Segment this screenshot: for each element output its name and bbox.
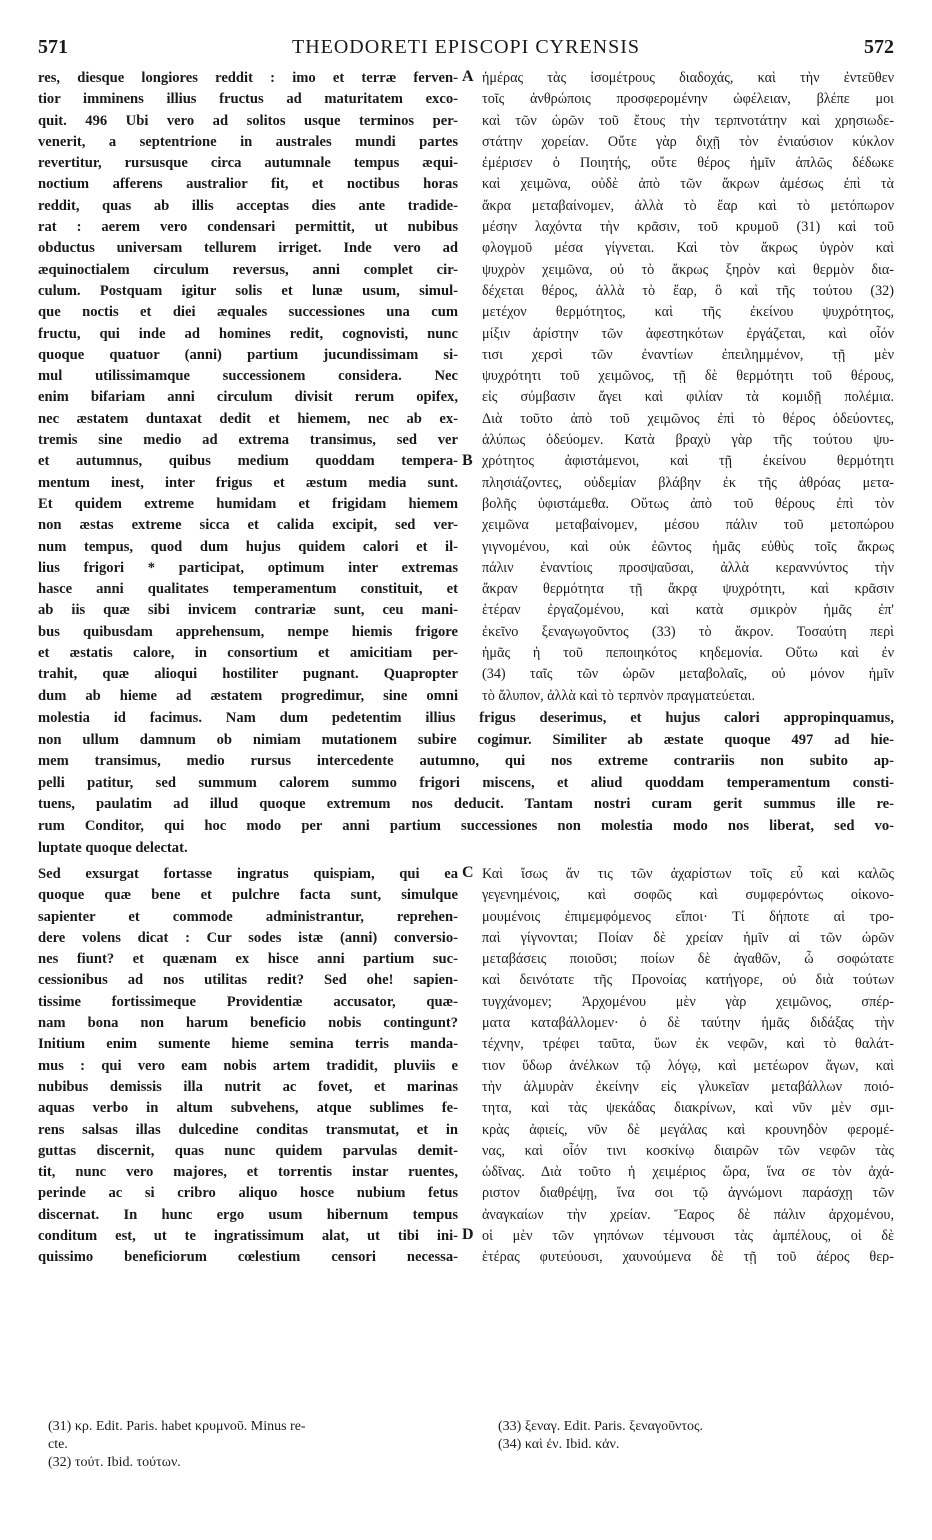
text-line: καὶ χειμῶνα, οὐδὲ ἀπὸ τῶν ἄκρων ἀμέσως ἐπὶ τὰ [482, 176, 894, 193]
text-line: μετέχον θερμότητος, καὶ τῆς ἐκείνου ψυχρότητος, [482, 304, 894, 321]
text-line: ἑτέρας φυτεύουσι, χαυνούμενα δὲ τῇ τοῦ ἀέρος θερ- [482, 1249, 894, 1266]
text-line: et æstatis calore, in consortium et amicitiam per- [38, 645, 458, 662]
text-line: Initium enim sumente hieme semina terris manda- [38, 1036, 458, 1053]
greek-column-bottom [482, 864, 894, 1269]
text-line: dere volens dicat : Cur sodes istæ (anni) conversio- [38, 929, 458, 946]
text-line: Καὶ ἴσως ἄν τις τῶν ἀχαρίστων τοῖς εὖ καὶ καλῶς [482, 866, 894, 882]
text-line: tior imminens illius fructus ad maturitatem exco- [38, 91, 458, 108]
text-line: ἡμέρας τὰς ἰσομέτρους διαδοχάς, καὶ τὴν ἐντεῦθεν [482, 70, 894, 86]
text-line: venerit, a septentrione in australes mundi partes [38, 133, 458, 150]
text-line: χειμῶνα μεταβαίνομεν, μέσου πάλιν τοῦ μετοπώρου [482, 517, 894, 534]
text-line: aquas verbo in altum subvehens, atque sublimes fe- [38, 1100, 458, 1117]
text-line: τιον ὕδωρ ἀνέλκων τῷ λόγῳ, καὶ μετέωρον ἄγων, καὶ [482, 1057, 894, 1074]
text-line: ψυχρὸν χειμῶνα, οὐ τὸ ἄκρως ξηρὸν καὶ θερμὸν δια- [482, 261, 894, 278]
text-line: nes fiunt? et quænam ex hisce anni partium suc- [38, 951, 458, 968]
text-line: mus : qui vero eam nobis artem tradidit, pluviis e [38, 1057, 458, 1074]
text-line: ριστον διαθρέψῃ, ἵνα σοι τῷ ἀγνώμονι παράσχῃ τῶν [482, 1185, 894, 1202]
text-line: fructu, qui inde ad homines redit, cognovisti, nunc [38, 325, 458, 342]
text-line: revertitur, rursusque circa autumnale tempus æqui- [38, 155, 458, 172]
text-line: rat : aerem vero condensari permittit, ut nubibus [38, 219, 458, 236]
text-line: mem transimus, medio rursus intercedente autumno, qui nos extreme contrariis non subito ap- [38, 753, 894, 770]
text-line: νας, καὶ οἷόν τινι κοσκίνῳ διαιρῶν τῶν νεφῶν τὰς [482, 1142, 894, 1159]
text-line: ἑτέραν ἐργαζομένου, καὶ κατὰ σμικρὸν ἡμᾶς ἐπ' [482, 602, 894, 619]
text-line: χρότητος ἀφιστάμενοι, καὶ τῇ ἐκείνου θερμότητι [482, 453, 894, 470]
greek-column-top [482, 68, 894, 707]
text-line: guttas discernit, quas nunc quidem parvulas demit- [38, 1142, 458, 1159]
text-line: στάτην χορείαν. Οὔτε γὰρ διχῇ τὸν ἐνιαύσιον κύκλον [482, 133, 894, 150]
text-line: cessionibus ad nos utilitas redit? Sed ohe! sapien- [38, 972, 458, 989]
footnote: (32) τούτ. Ibid. τούτων. [48, 1455, 181, 1470]
text-line: æquinoctialem circulum reversus, anni complet cir- [38, 261, 458, 278]
text-line: τέχνην, τρέφει ταῦτα, ὕων ἐκ νεφῶν, καὶ τὸ θαλάτ- [482, 1036, 894, 1053]
text-line: φλογμοῦ μέσα γίγνεται. Καὶ τὸν ἄκρως ὑγρὸν καὶ [482, 240, 894, 257]
footnote: (34) καὶ ἐν. Ibid. κἀν. [498, 1437, 620, 1452]
page-number-left: 571 [38, 36, 68, 58]
text-line: ὠδῖνας. Διὰ τοῦτο ἡ χειμέριος ὥρα, ἵνα σε τὸν ἀχά- [482, 1164, 894, 1181]
text-line: γεγενημένοις, καὶ σοφῶς καὶ συμφερόντως οἰκονο- [482, 887, 894, 904]
text-line: ματα καταβάλλομεν· ὁ δὲ ταύτην ἡμᾶς διδάξας τὴν [482, 1015, 894, 1032]
text-line: Et quidem extreme humidam et frigidam hiemem [38, 495, 458, 512]
text-line: sapienter et commode administrantur, reprehen- [38, 908, 458, 925]
text-line: ψυχρότητι τοῦ χειμῶνος, τῇ δὲ θερμότητι τοῦ θέρους, [482, 368, 894, 385]
text-line: obductus universam tellurem irriget. Inde vero ad [38, 240, 458, 257]
footnote: cte. [48, 1437, 68, 1452]
footnote: (31) κρ. Edit. Paris. habet κρυμνοῦ. Minus re- [48, 1419, 306, 1434]
text-line: πάλιν ἐναντίοις προσψαῦσαι, ἀλλὰ κεραννύντος τὴν [482, 559, 894, 576]
text-line: discernat. In hunc ergo usum hibernum tempus [38, 1206, 458, 1223]
text-line: Διὰ τοῦτο ἀπὸ τοῦ χειμῶνος ἐπὶ τὸ θέρος ὁδεύοντες, [482, 410, 894, 427]
text-line: γιγνομένου, καὶ οὐκ ἐῶντος ἡμᾶς εὐθὺς τοῖς ἄκρως [482, 538, 894, 555]
text-line: ἐμέρισεν ὁ Ποιητής, οὔτε θέρος ἡμῖν ἁπλῶς δέδωκε [482, 155, 894, 172]
text-line: pelli patitur, sed summum calorem summo frigori miscens, et aliud quoddam temperamentum consti- [38, 774, 894, 791]
text-line: μεταβάσεις ποιοῦσι; ποίων δὲ ἀγαθῶν, ὦ σοφώτατε [482, 951, 894, 968]
text-line: nubibus demissis illa nutrit ac fovet, et marinas [38, 1078, 458, 1095]
latin-full-width-text [38, 708, 894, 859]
text-line: πλησιάζοντες, οὐδεμίαν βλάβην ἐκ τῆς ἀθρόας μετα- [482, 474, 894, 491]
text-line: μουμένοις ἐπιμεμφόμενος εἴποι· Τί δήποτε αἱ τρο- [482, 908, 894, 925]
text-line: ἀλύπως ὁδεύομεν. Κατὰ βραχὺ γὰρ τῆς τούτου ψυ- [482, 432, 894, 449]
text-line: conditum est, ut te ingratissimum alat, ut tibi ini- [38, 1228, 458, 1245]
text-line: non ullum damnum ob nimiam mutationem subire cogimur. Similiter ab æstate quoque 497 ad hie- [38, 731, 894, 748]
page-number-right: 572 [864, 36, 894, 58]
text-line: οἱ μὲν τῶν γηπόνων τέμνουσι τὰς ἀμπέλους, οἱ δὲ [482, 1228, 894, 1245]
text-line: bus quibusdam apprehensum, nempe hiemis frigore [38, 623, 458, 640]
text-line: ἐκεῖνο ξεναγωγοῦντος (33) τὸ ἄκρον. Τοσαύτη περὶ [482, 623, 894, 640]
text-line: trahit, quæ alioqui hostiliter pugnant. Quapropter [38, 666, 458, 683]
text-line: mentum inest, inter frigus et æstum media sunt. [38, 474, 458, 491]
text-line: et autumnus, quibus medium quoddam tempera- [38, 453, 458, 470]
margin-marker-c: C [462, 864, 474, 881]
text-line: μέσην λαχόντα τὴν κρᾶσιν, τοῦ κρυμοῦ (31) καὶ τοῦ [482, 219, 894, 236]
text-line: molestia id facimus. Nam dum pedetentim illius frigus deserimus, et hujus calori appropinquamus, [38, 710, 894, 726]
text-line: quoque quæ bene et pulchre facta sunt, simulque [38, 887, 458, 904]
footnotes-right [498, 1418, 894, 1454]
text-line: τισι χερσὶ τῶν ἐναντίων ἐπειλημμένον, τῇ μὲν [482, 346, 894, 363]
text-line: τὸ ἄλυπον, ἀλλὰ καὶ τὸ τερπνὸν πραγματεύεται. [482, 687, 756, 704]
text-line: que noctis et diei æquales successiones una cum [38, 304, 458, 321]
text-line: βολῆς ὑφιστάμεθα. Οὕτως ἀπὸ τοῦ θέρους ἐπὶ τὸν [482, 495, 894, 512]
text-line: τητα, καὶ τὰς ψεκάδας διακρίνων, καὶ νῦν μὲν σμι- [482, 1100, 894, 1117]
text-line: dum ab hieme ad æstatem progredimur, sine omni [38, 687, 458, 704]
text-line: mul utilissimamque successionem considera. Nec [38, 368, 458, 385]
text-line: non æstas extreme sicca et calida excipit, sed ver- [38, 517, 458, 534]
text-line: rens salsas illas dulcedine conditas transmutat, et in [38, 1121, 458, 1138]
text-line: καὶ δεινότατε τῆς Προνοίας κατήγορε, οὐ διὰ τούτων [482, 972, 894, 989]
text-line: num tempus, quod dum hujus quidem calori et il- [38, 538, 458, 555]
text-line: δέχεται θέρος, ἀλλὰ τὸ ἔαρ, ὃ καὶ τῆς τούτου (32) [482, 282, 894, 299]
latin-column-bottom [38, 864, 458, 1269]
text-line: tissime fortissimeque Providentiæ accusator, quæ- [38, 993, 458, 1010]
text-line: tremis sine medio ad extrema transimus, sed ver [38, 432, 458, 449]
text-line: culum. Postquam igitur solis et lunæ usum, simul- [38, 282, 458, 299]
text-line: rum Conditor, qui hoc modo per anni partium successiones non molestia modo nos liberat, sed vo- [38, 817, 894, 834]
text-line: τὴν ἁλμυρὰν ἐκείνην εἰς γλυκεῖαν μεταβάλλων ποιό- [482, 1078, 894, 1095]
footnotes-left [48, 1418, 458, 1472]
footnote: (33) ξεναγ. Edit. Paris. ξεναγοῦντος. [498, 1419, 704, 1434]
text-line: enim bifariam anni circulum divisit rerum opifex, [38, 389, 458, 406]
text-line: παὶ γίγνονται; Ποίαν δὲ χρείαν ἡμῖν αἱ τῶν ὡρῶν [482, 929, 894, 946]
text-line: (34) ταῖς τῶν ὡρῶν μεταβολαῖς, οὐ μόνον ἡμῖν [482, 666, 894, 683]
text-line: lius frigori * participat, optimum inter extremas [38, 559, 458, 576]
text-line: ἄκραν θερμότητα τῇ ἄκρᾳ ψυχρότητι, καὶ κρᾶσιν [482, 581, 894, 598]
text-line: μίξιν ἀρίστην τῶν ἀφεστηκότων ἐργάζεται, καὶ οἷόν [482, 325, 894, 342]
text-line: quoque quatuor (anni) partium jucundissimam si- [38, 346, 458, 363]
text-line: luptate quoque delectat. [38, 839, 188, 856]
running-header [38, 36, 894, 62]
margin-marker-d: D [462, 1226, 474, 1243]
text-line: quit. 496 Ubi vero ad solitos usque terminos per- [38, 112, 458, 129]
text-line: perinde ac si cribro aliquo hosce nubium fetus [38, 1185, 458, 1202]
text-line: τυγχάνομεν; Ἀρχομένου μὲν γὰρ χειμῶνος, σπέρ- [482, 993, 894, 1010]
text-line: noctium afferens australior fit, et noctibus horas [38, 176, 458, 193]
text-line: quissimo beneficiorum cœlestium censori necessa- [38, 1249, 458, 1266]
text-line: tuens, paulatim ad illud quoque extremum nos deducit. Tantam nostri curam gerit summus ille re- [38, 796, 894, 813]
text-line: εἰς σύμβασιν ἄγει καὶ φιλίαν τὰ κομιδῇ πολέμια. [482, 389, 894, 406]
text-line: κρὰς ἀφιείς, νῦν δὲ μεγάλας καὶ κρουνηδὸν φερομέ- [482, 1121, 894, 1138]
text-line: res, diesque longiores reddit : imo et terræ ferven- [38, 70, 458, 86]
text-line: τοῖς ἀνθρώποις προσφερομένην ὠφέλειαν, βλέπε μοι [482, 91, 894, 108]
running-title: THEODORETI EPISCOPI CYRENSIS [291, 36, 641, 58]
margin-marker-a: A [462, 68, 474, 85]
text-line: ἡμᾶς ἡ τοῦ πεποιηκότος κηδεμονία. Οὕτω καὶ ἐν [482, 645, 894, 662]
text-line: ab iis quæ sibi invicem contrariæ sunt, ceu mani- [38, 602, 458, 619]
text-line: ἀναγκαίων τὴν χρείαν. Ἔαρος δὲ πάλιν ἀρχομένου, [482, 1206, 894, 1223]
text-line: tit, nunc vero majores, et torrentis instar ruentes, [38, 1164, 458, 1181]
text-line: reddit, quas ab illis acceptas dies ante tradide- [38, 197, 458, 214]
margin-marker-b: B [462, 452, 473, 469]
text-line: ἄκρα μεταβαίνομεν, ἀλλὰ τὸ ἔαρ καὶ τὸ μετόπωρον [482, 197, 894, 214]
text-line: nec æstatem duntaxat dedit et hiemem, nec ab ex- [38, 410, 458, 427]
text-line: nam bona non harum beneficio nobis contingunt? [38, 1015, 458, 1032]
text-line: καὶ τῶν ὡρῶν τοῦ ἔτους τὴν τερπνοτάτην καὶ χρησιωδε- [482, 112, 894, 129]
text-line: Sed exsurgat fortasse ingratus quispiam, qui ea [38, 866, 458, 882]
text-line: hasce anni qualitates temperamentum constituit, et [38, 581, 458, 598]
latin-column-top [38, 68, 458, 707]
